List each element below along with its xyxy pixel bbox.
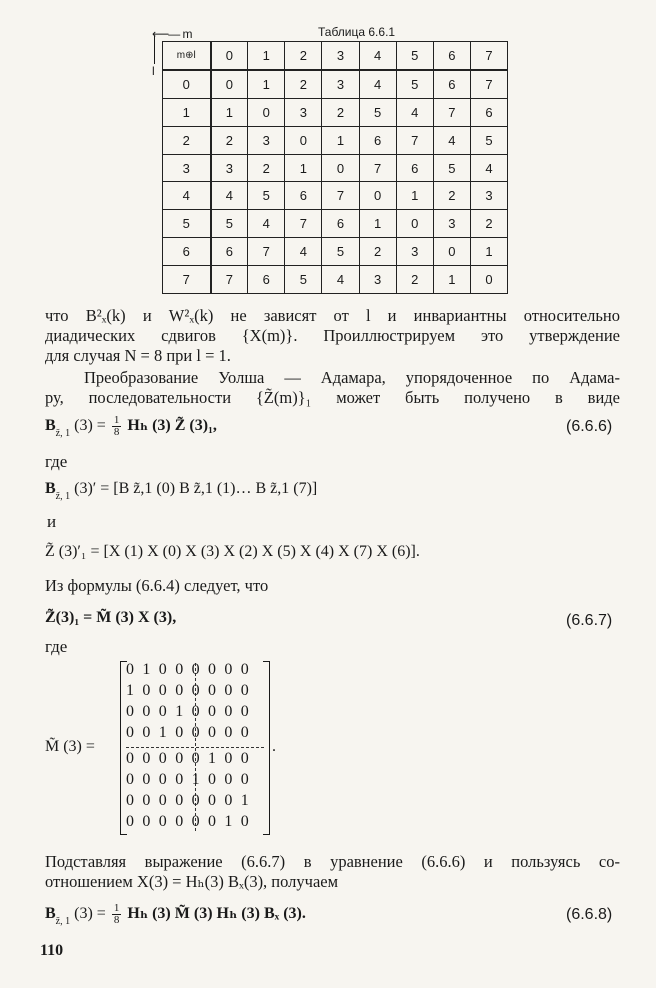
arrow-l-label: l (152, 64, 155, 78)
eq666-rhs: Hₕ (3) Z̃ (3)₁, (127, 417, 217, 435)
table-header-cell: 0 (211, 42, 248, 70)
table-cell: 5 (359, 98, 396, 126)
page-number: 110 (40, 942, 64, 959)
table-header-cell: 4 (359, 42, 396, 70)
table-cell: 0 (433, 238, 470, 266)
table-cell: 4 (359, 70, 396, 98)
table-cell: 0 (396, 210, 433, 238)
arrow-l (152, 36, 155, 78)
equation-z-vector: Z̃ (3)′₁ = [X (1) X (0) X (3) X (2) X (5) X (4) X (7) X (6)]. (45, 543, 420, 560)
matrix-period: . (272, 738, 276, 755)
table-cell: 7 (433, 98, 470, 126)
table-cell: 3 (359, 266, 396, 294)
table-cell: 3 (396, 238, 433, 266)
table-cell: 1 (211, 98, 248, 126)
matrix-row: 0 0 0 0 0 0 1 0 (126, 813, 251, 830)
table-cell: 0 (248, 98, 285, 126)
table-cell: 3 (211, 154, 248, 182)
table-row (163, 98, 508, 126)
matrix-row: 0 0 0 1 0 0 0 0 (126, 703, 251, 720)
table-cell: 4 (470, 154, 507, 182)
matrix-row: 0 0 1 0 0 0 0 0 (126, 724, 251, 741)
table-cell: 4 (285, 238, 322, 266)
table-row (163, 266, 508, 294)
table-cell: 7 (396, 126, 433, 154)
table-cell: 2 (396, 266, 433, 294)
equation-number-6-6-8: (6.6.8) (566, 906, 613, 923)
table-cell: 5 (396, 70, 433, 98)
arrow-m: ⟵— m (152, 27, 193, 41)
paragraph-2-line-1: Преобразование Уолша — Адамара, упорядоченное по Адама- (84, 368, 620, 387)
matrix-row: 1 0 0 0 0 0 0 0 (126, 682, 251, 699)
table-row (163, 238, 508, 266)
table-cell: 4 (322, 266, 359, 294)
table-cell: 5 (322, 238, 359, 266)
table-cell: 3 (285, 98, 322, 126)
equation-number-6-6-7: (6.6.7) (566, 612, 613, 629)
table-row (163, 154, 508, 182)
table-row-header: 7 (163, 266, 211, 294)
table-cell: 0 (359, 182, 396, 210)
matrix-row: 0 0 0 0 1 0 0 0 (126, 771, 251, 788)
eq666-arg: (3) = (74, 417, 106, 435)
equation-6-6-7: Z̃(3)₁ = M̃ (3) X (3), (45, 609, 177, 626)
where-2: где (45, 637, 68, 656)
table-cell: 3 (248, 126, 285, 154)
paragraph-3-line-2: отношением X(3) = Hₕ(3) Bₓ(3), получаем (45, 872, 339, 891)
eqb-sub: z̃, 1 (55, 491, 71, 502)
table-cell: 1 (322, 126, 359, 154)
table-row (163, 182, 508, 210)
table-cell: 6 (359, 126, 396, 154)
table-header-cell: 3 (322, 42, 359, 70)
table-corner: m⊕l (163, 42, 211, 70)
eqb-lhs: B (45, 480, 56, 497)
table-cell: 6 (396, 154, 433, 182)
table-cell: 7 (248, 238, 285, 266)
table-cell: 4 (248, 210, 285, 238)
table-cell: 3 (433, 210, 470, 238)
table-cell: 1 (396, 182, 433, 210)
table-cell: 5 (470, 126, 507, 154)
paragraph-3-line-1: Подставляя выражение (6.6.7) в уравнение (6.6.6) и пользуясь со- (45, 852, 620, 871)
table-cell: 7 (359, 154, 396, 182)
table-cell: 1 (433, 266, 470, 294)
table-cell: 5 (211, 210, 248, 238)
paragraph-1-line-3: для случая N = 8 при l = 1. (45, 346, 231, 365)
eqb-rhs: (3)′ = [B z̃,1 (0) B z̃,1 (1)… B z̃,1 (7)] (74, 480, 318, 497)
table-cell: 6 (285, 182, 322, 210)
and-word: и (47, 512, 57, 531)
table-header-cell: 5 (396, 42, 433, 70)
table-cell: 1 (470, 238, 507, 266)
paragraph-2-line-2: ру, последовательности {Z̃(m)}₁ может быть получено в виде (45, 388, 620, 407)
eq666-sub: z̃, 1 (55, 428, 71, 440)
table-cell: 2 (470, 210, 507, 238)
table-header-cell: 6 (433, 42, 470, 70)
table-row (163, 210, 508, 238)
table-cell: 7 (470, 70, 507, 98)
table-cell: 2 (285, 70, 322, 98)
table-cell: 2 (211, 126, 248, 154)
paragraph-1-line-1: что B²ₓ(k) и W²ₓ(k) не зависят от l и инвариантны относительно (45, 306, 620, 325)
table-row-header: 4 (163, 182, 211, 210)
eq668-rhs: Hₕ (3) M̃ (3) Hₕ (3) Bₓ (3). (127, 905, 306, 923)
table-row-header: 1 (163, 98, 211, 126)
table-cell: 5 (433, 154, 470, 182)
table-cell: 0 (322, 154, 359, 182)
table-header-cell: 1 (248, 42, 285, 70)
matrix-row: 0 0 0 0 0 0 0 1 (126, 792, 251, 809)
table-cell: 0 (211, 70, 248, 98)
table-row-header: 6 (163, 238, 211, 266)
table-cell: 0 (285, 126, 322, 154)
table-cell: 7 (322, 182, 359, 210)
matrix-row: 0 1 0 0 0 0 0 0 (126, 661, 251, 678)
matrix-row: 0 0 0 0 0 1 0 0 (126, 750, 251, 767)
matrix-horizontal-divider (126, 747, 264, 748)
table-cell: 4 (211, 182, 248, 210)
table-header-cell: 7 (470, 42, 507, 70)
table-row-header: 2 (163, 126, 211, 154)
table-cell: 2 (433, 182, 470, 210)
table-cell: 5 (248, 182, 285, 210)
matrix-right-bracket (263, 661, 270, 835)
table-cell: 6 (433, 70, 470, 98)
table-cell: 2 (248, 154, 285, 182)
table-header-row (163, 42, 508, 70)
table-cell: 0 (470, 266, 507, 294)
table-cell: 2 (322, 98, 359, 126)
table-caption: Таблица 6.6.1 (318, 25, 396, 39)
eq666-lhs: B (45, 417, 56, 435)
where-1: где (45, 452, 68, 471)
table-cell: 6 (322, 210, 359, 238)
table-row (163, 126, 508, 154)
table-cell: 3 (470, 182, 507, 210)
equation-6-6-8 (45, 903, 306, 927)
table-cell: 1 (248, 70, 285, 98)
table-row-header: 3 (163, 154, 211, 182)
table-cell: 2 (359, 238, 396, 266)
eq668-sub: z̃, 1 (55, 916, 71, 928)
table-cell: 3 (322, 70, 359, 98)
table-cell: 1 (285, 154, 322, 182)
equation-b-vector (45, 480, 317, 502)
matrix-lhs: M̃ (3) = (45, 738, 95, 755)
table-cell: 7 (211, 266, 248, 294)
eq668-lhs: B (45, 905, 56, 923)
equation-number-6-6-6: (6.6.6) (566, 418, 613, 435)
table-row-header: 5 (163, 210, 211, 238)
xor-table (162, 41, 508, 294)
table-cell: 1 (359, 210, 396, 238)
matrix-m3 (120, 661, 270, 835)
equation-6-6-6 (45, 415, 217, 439)
table-cell: 7 (285, 210, 322, 238)
table-cell: 6 (211, 238, 248, 266)
table-row (163, 70, 508, 98)
table-row-header: 0 (163, 70, 211, 98)
table-cell: 4 (433, 126, 470, 154)
table-cell: 4 (396, 98, 433, 126)
eq668-arg: (3) = (74, 905, 106, 923)
from-formula-line: Из формулы (6.6.4) следует, что (45, 576, 269, 595)
table-cell: 6 (248, 266, 285, 294)
eq668-fraction: $\frac{1}{8}$ (113, 902, 120, 926)
table-cell: 5 (285, 266, 322, 294)
table-cell: 6 (470, 98, 507, 126)
table-header-cell: 2 (285, 42, 322, 70)
paragraph-1-line-2: диадических сдвигов {X(m)}. Проиллюстрируем это утверждение (45, 326, 620, 345)
eq666-fraction: $\frac{1}{8}$ (113, 414, 120, 438)
